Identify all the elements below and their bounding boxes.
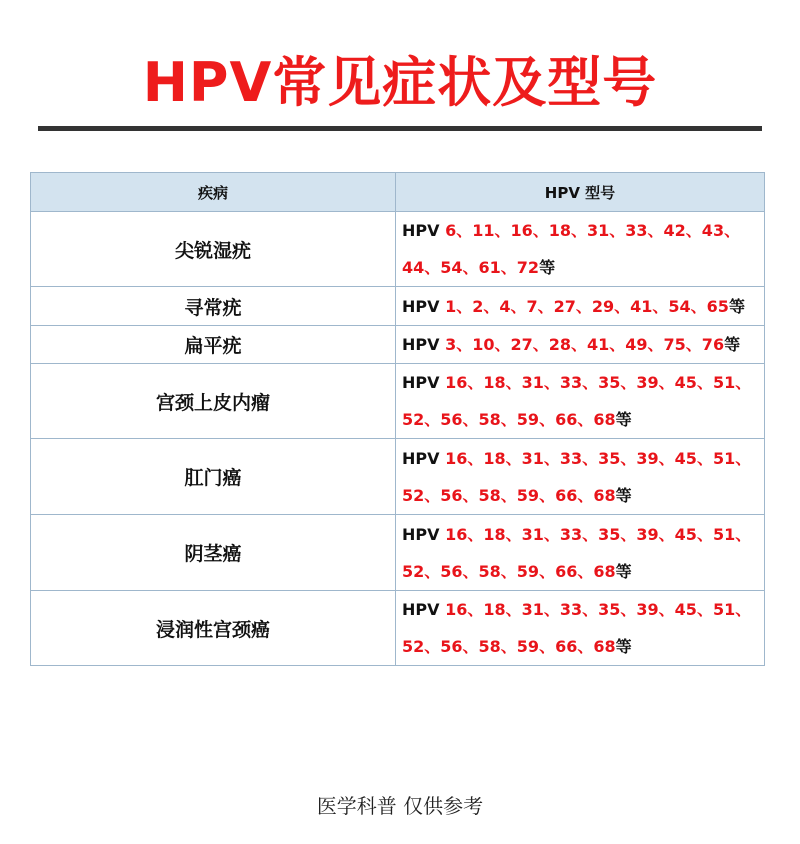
hpv-prefix: HPV [402,221,440,240]
table-row [31,287,765,326]
hpv-suffix: 等 [539,258,556,277]
hpv-type-list: 3、10、27、28、41、49、75、76 [445,335,725,354]
hpv-prefix: HPV [402,373,440,392]
table-header-row [31,173,765,212]
hpv-suffix: 等 [615,637,632,656]
hpv-suffix: 等 [615,561,632,581]
hpv-prefix: HPV [402,296,440,316]
footer-note: 医学科普 仅供参考 [316,794,484,818]
header-disease: 疾病 [31,173,396,212]
table-row [31,591,765,666]
disease-cell: 阴茎癌 [31,515,396,591]
table-row [31,326,765,364]
hpv-types-cell [396,364,765,439]
hpv-types-cell [396,212,765,287]
disease-cell: 尖锐湿疣 [31,212,396,287]
table-row [31,439,765,515]
hpv-type-list: 16、18、31、33、35、39、45、51、52、56、58、59、66、68 [402,373,752,429]
hpv-type-list: 16、18、31、33、35、39、45、51、52、56、58、59、66、68 [402,448,752,505]
hpv-suffix: 等 [728,296,745,316]
hpv-types-cell [396,515,765,591]
hpv-types-cell [396,326,765,364]
disease-cell: 扁平疣 [31,326,396,364]
table-row [31,212,765,287]
disease-cell: 浸润性宫颈癌 [31,591,396,666]
table-row [31,515,765,591]
hpv-suffix: 等 [615,410,632,429]
hpv-types-cell [396,287,765,326]
hpv-table [30,172,765,666]
hpv-types-cell [396,439,765,515]
hpv-types-cell [396,591,765,666]
table-row [31,364,765,439]
hpv-prefix: HPV [402,448,440,468]
hpv-prefix: HPV [402,335,440,354]
hpv-type-list: 16、18、31、33、35、39、45、51、52、56、58、59、66、68 [402,524,752,581]
hpv-type-list: 6、11、16、18、31、33、42、43、44、54、61、72 [402,221,741,277]
page-title: HPV常见症状及型号 [142,51,658,114]
hpv-type-list: 16、18、31、33、35、39、45、51、52、56、58、59、66、68 [402,600,752,656]
hpv-type-list: 1、2、4、7、27、29、41、54、65 [445,296,729,316]
disease-cell: 宫颈上皮内瘤 [31,364,396,439]
disease-cell: 寻常疣 [31,287,396,326]
hpv-prefix: HPV [402,600,440,619]
hpv-suffix: 等 [615,485,632,505]
hpv-suffix: 等 [724,335,741,354]
hpv-prefix: HPV [402,524,440,544]
disease-cell: 肛门癌 [31,439,396,515]
title-divider [38,126,762,131]
header-hpv-type: HPV 型号 [396,173,765,212]
